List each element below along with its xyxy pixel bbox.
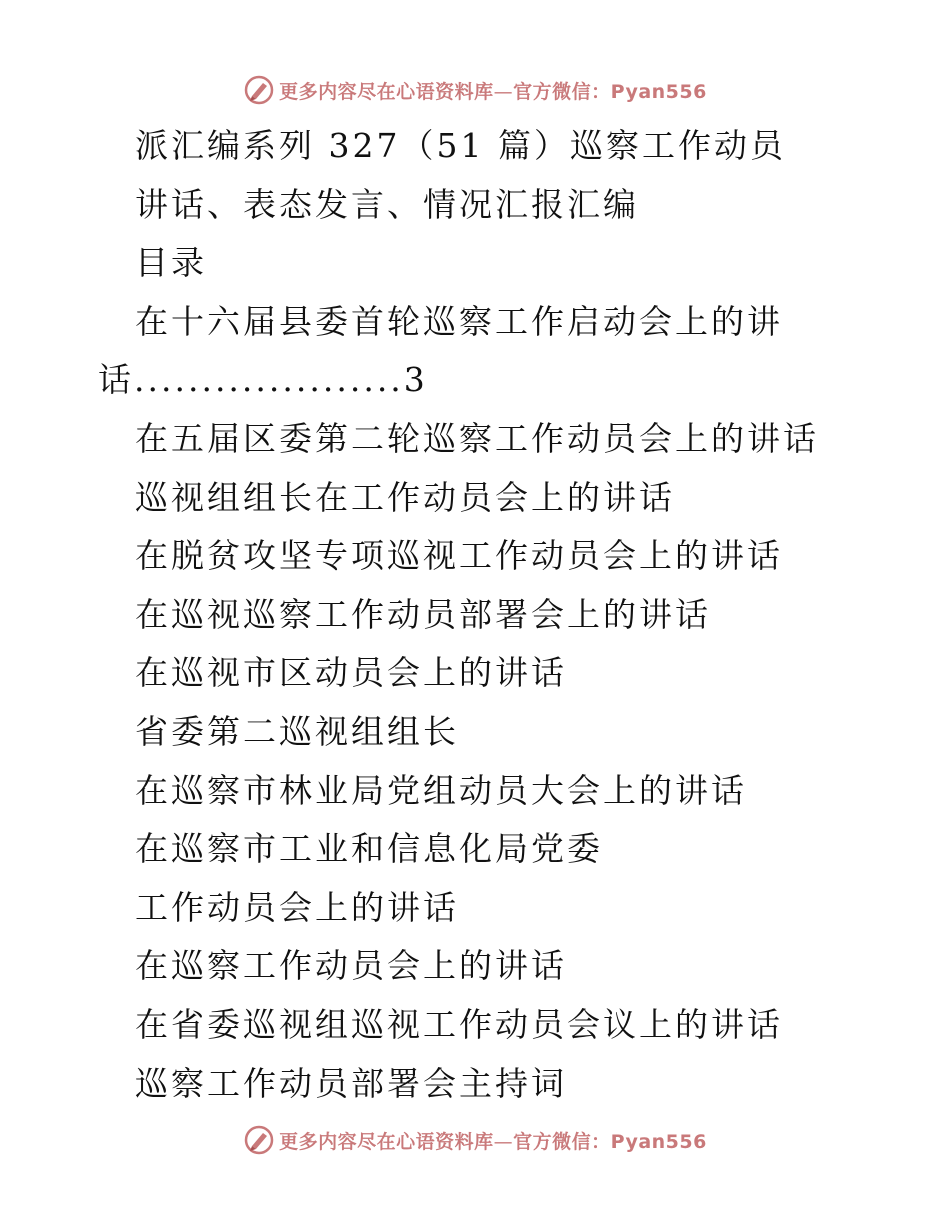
toc-entry: 工作动员会上的讲话 bbox=[135, 887, 459, 927]
document-body bbox=[0, 117, 950, 1113]
toc-entry: 在脱贫攻坚专项巡视工作动员会上的讲话 bbox=[135, 536, 783, 576]
toc-entry: 在巡视巡察工作动员部署会上的讲话 bbox=[135, 594, 711, 634]
watermark-text bbox=[279, 1127, 707, 1154]
toc-entry: 在省委巡视组巡视工作动员会议上的讲话 bbox=[135, 1004, 783, 1044]
watermark-dash: — bbox=[493, 80, 514, 103]
toc-entry: 在五届区委第二轮巡察工作动员会上的讲话 bbox=[135, 418, 819, 458]
toc-entry: 在十六届县委首轮巡察工作启动会上的讲 bbox=[135, 301, 783, 341]
doc-title-line-1: 派汇编系列 327（51 篇）巡察工作动员 bbox=[135, 126, 786, 165]
pen-logo-icon bbox=[243, 74, 275, 106]
toc-entry: 在巡察市林业局党组动员大会上的讲话 bbox=[135, 770, 747, 810]
toc-entry: 省委第二巡视组组长 bbox=[135, 711, 459, 751]
toc-entry: 在巡察工作动员会上的讲话 bbox=[135, 946, 567, 986]
toc-heading: 目录 bbox=[135, 243, 207, 283]
pen-logo-icon bbox=[243, 1124, 275, 1156]
watermark-suffix: 官方微信：Pyan556 bbox=[513, 1130, 707, 1153]
toc-entry: 在巡察市工业和信息化局党委 bbox=[135, 829, 603, 869]
watermark-text bbox=[279, 77, 707, 104]
toc-entry: 在巡视市区动员会上的讲话 bbox=[135, 653, 567, 693]
toc-entry-continuation: 话....................3 bbox=[98, 360, 428, 400]
watermark-suffix: 官方微信：Pyan556 bbox=[513, 80, 707, 103]
watermark-main-text: 更多内容尽在心语资料库 bbox=[279, 80, 494, 103]
watermark-dash: — bbox=[493, 1130, 514, 1153]
watermark-banner-top bbox=[0, 70, 950, 110]
watermark-main-text: 更多内容尽在心语资料库 bbox=[279, 1130, 494, 1153]
doc-title-line-2: 讲话、表态发言、情况汇报汇编 bbox=[135, 184, 639, 224]
toc-entry: 巡察工作动员部署会主持词 bbox=[135, 1063, 567, 1103]
toc-entry: 巡视组组长在工作动员会上的讲话 bbox=[135, 477, 675, 517]
watermark-banner-bottom bbox=[0, 1120, 950, 1160]
